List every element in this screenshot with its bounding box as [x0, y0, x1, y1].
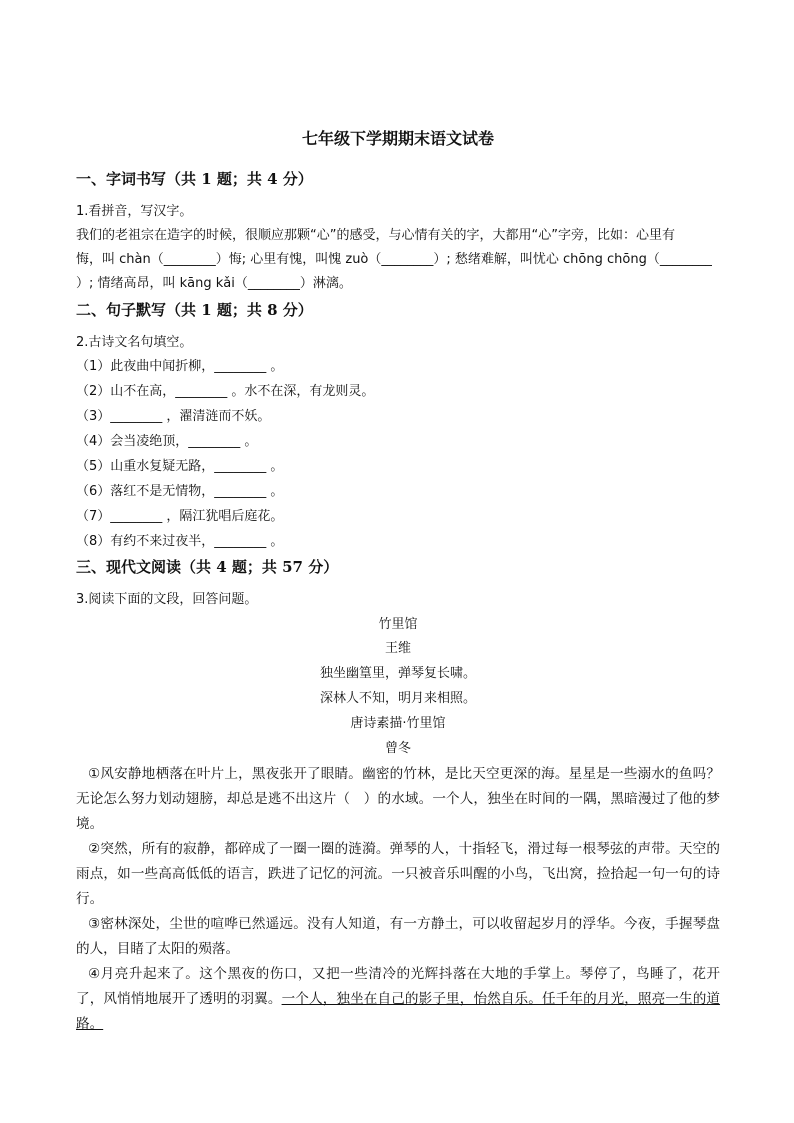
page-title: 七年级下学期期末语文试卷: [301, 129, 494, 148]
essay-title: 唐诗素描·竹里馆: [350, 716, 446, 731]
poem-line-2: 深林人不知，明月来相照。: [319, 691, 476, 706]
question-2-item: （2）山不在高，________ 。水不在深，有龙则灵。: [76, 384, 375, 399]
section-2-heading: 二、句子默写（共 1 题；共 8 分）: [76, 301, 313, 319]
question-3-prompt: 3.阅读下面的文段，回答问题。: [76, 592, 258, 607]
question-2-item: （3）________ ，濯清涟而不妖。: [76, 409, 271, 424]
poem-line-1: 独坐幽篁里，弹琴复长啸。: [319, 666, 476, 681]
question-2-item: （5）山重水复疑无路，________ 。: [76, 459, 284, 474]
poem-author: 王维: [384, 641, 411, 656]
question-1-prompt: 1.看拼音，写汉字。: [76, 204, 193, 219]
essay-paragraph-3: ③密林深处，尘世的喧哗已然遥远。没有人知道，有一方静土，可以收留起岁月的浮华。今夜，手握琴盘的人，目睹了太阳的殒落。: [76, 916, 720, 957]
question-1-text-line-2: 悔，叫 chàn（________）悔; 心里有愧，叫愧 zuò（________）; 愁绪难解，叫忧心 chōng chōng（________: [76, 252, 712, 267]
essay-paragraph-2: ②突然，所有的寂静，都碎成了一圈一圈的涟漪。弹琴的人，十指轻飞，滑过每一根琴弦的声带。天空的雨点，如一些高高低低的语言，跌进了记忆的河流。一只被音乐叫醒的小鸟，飞出窝，捡拾起一句一句的诗行。: [76, 841, 720, 907]
question-2-item: （7）________ ，隔江犹唱后庭花。: [76, 509, 284, 524]
question-2-item: （6）落红不是无情物，________ 。: [76, 484, 284, 499]
question-2-item: （4）会当凌绝顶，________ 。: [76, 434, 258, 449]
poem-title: 竹里馆: [378, 617, 418, 632]
question-1-text-line-3: ）; 情绪高昂，叫 kāng kǎi（________）淋漓。: [76, 276, 352, 291]
question-2-prompt: 2.古诗文名句填空。: [76, 335, 193, 350]
section-1-heading: 一、字词书写（共 1 题；共 4 分）: [76, 170, 313, 188]
question-1-text-line-1: 我们的老祖宗在造字的时候，很顺应那颗“心”的感受，与心情有关的字，大都用“心”字旁，比如：心里有: [76, 228, 675, 243]
section-3-heading: 三、现代文阅读（共 4 题；共 57 分）: [76, 558, 339, 576]
question-2-item: （1）此夜曲中闻折柳，________ 。: [76, 359, 284, 374]
essay-underlined-sentence: 一个人，独坐在自己的影子里，怡然自乐。任千年的月光，照亮一生的道路。: [76, 991, 721, 1032]
essay-paragraph-4: [76, 962, 720, 1037]
question-2-item: （8）有约不来过夜半，________ 。: [76, 534, 284, 549]
essay-paragraph-4-text: ④月亮升起来了。这个黑夜的伤口，又把一些清冷的光辉抖落在大地的手掌上。琴停了，鸟睡了，花开了，风悄悄地展开了透明的羽翼。: [76, 966, 720, 1007]
essay-paragraph-1: ①风安静地栖落在叶片上，黑夜张开了眼睛。幽密的竹林，是比天空更深的海。星星是一些溺水的鱼吗？无论怎么努力划动翅膀，却总是逃不出这片（ ）的水域。一个人，独坐在时间的一隅，黑暗漫过了他的梦境。: [76, 766, 720, 832]
essay-author: 曾冬: [384, 741, 411, 756]
